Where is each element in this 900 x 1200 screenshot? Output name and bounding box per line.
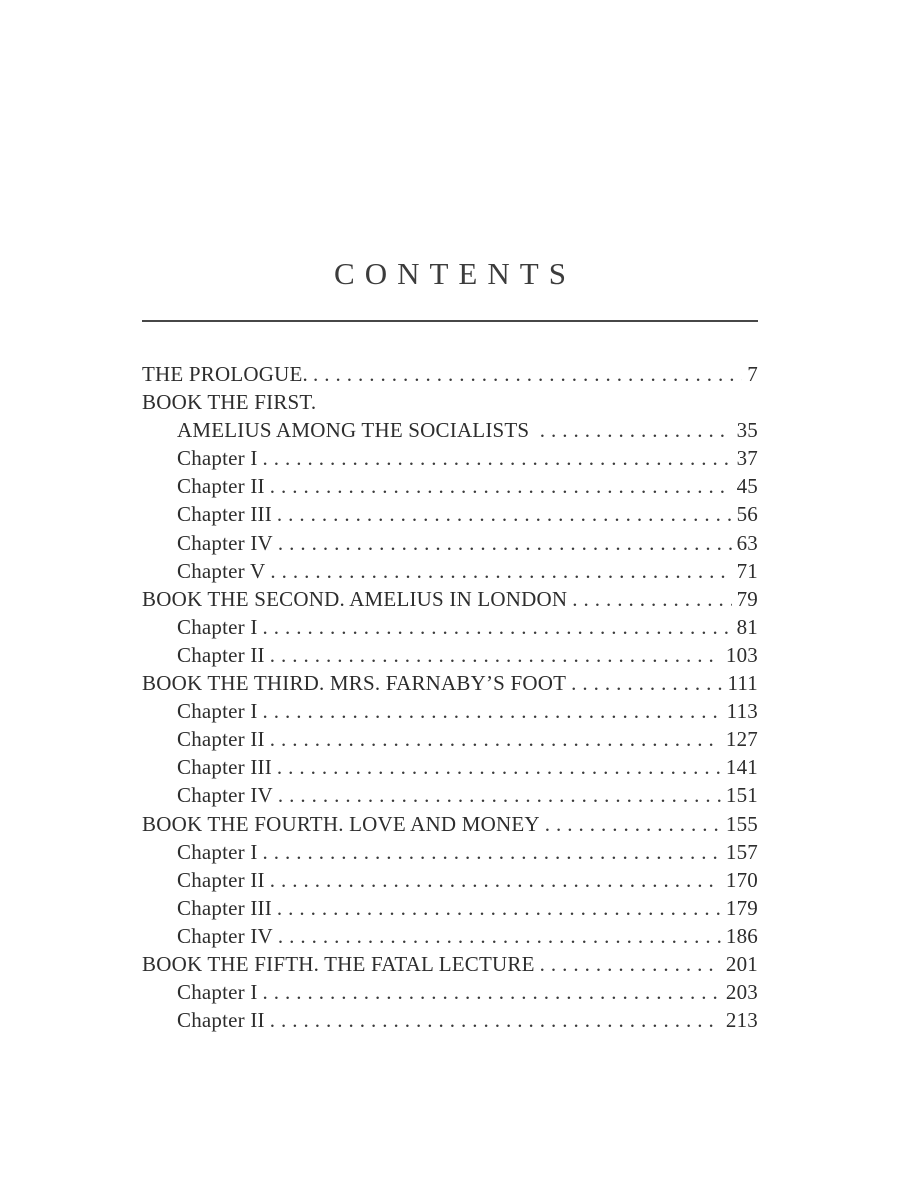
toc-entry-label: Chapter IV: [177, 783, 273, 808]
toc-entry-page: 79: [736, 586, 758, 611]
dot-leader: [278, 529, 732, 557]
toc-entry-label: Chapter II: [177, 474, 265, 499]
toc-entry-10[interactable]: [142, 641, 758, 669]
toc-entry-page: 35: [736, 418, 758, 443]
toc-entry-label: BOOK THE FOURTH. LOVE AND MONEY: [142, 811, 540, 836]
toc-entry-21[interactable]: [142, 950, 758, 978]
toc-entry-page: 113: [726, 699, 758, 724]
toc-entry-22[interactable]: [142, 978, 758, 1006]
toc-entry-1[interactable]: [142, 388, 758, 416]
toc-entry-label: Chapter II: [177, 727, 265, 752]
toc-entry-7[interactable]: [142, 557, 758, 585]
title-rule: [142, 320, 758, 322]
dot-leader: [572, 585, 731, 613]
toc-entry-4[interactable]: [142, 472, 758, 500]
toc-entry-page: 56: [736, 502, 758, 527]
toc-entry-label: Chapter III: [177, 895, 272, 920]
toc-entry-label: Chapter I: [177, 980, 258, 1005]
toc-entry-23[interactable]: [142, 1006, 758, 1034]
toc-entry-17[interactable]: [142, 838, 758, 866]
dot-leader: [571, 669, 722, 697]
dot-leader: [270, 472, 732, 500]
toc-entry-label: Chapter II: [177, 867, 265, 892]
dot-leader: [277, 894, 721, 922]
toc-entry-12[interactable]: [142, 697, 758, 725]
toc-entry-page: 155: [725, 811, 758, 836]
toc-entry-label: THE PROLOGUE.: [142, 362, 308, 386]
dot-leader: [270, 557, 731, 585]
toc-entry-label: Chapter IV: [177, 923, 273, 948]
dot-leader: [545, 810, 721, 838]
toc-entry-20[interactable]: [142, 922, 758, 950]
toc-entry-label: AMELIUS AMONG THE SOCIALISTS: [177, 418, 535, 443]
toc-entry-label: Chapter I: [177, 699, 258, 724]
toc-entry-label: Chapter IV: [177, 530, 273, 555]
toc-entry-page: 7: [747, 362, 758, 386]
toc-entry-page: 37: [736, 446, 758, 471]
toc-entry-label: Chapter V: [177, 558, 266, 583]
dot-leader: [540, 950, 721, 978]
toc-entry-11[interactable]: [142, 669, 758, 697]
toc-entry-label: Chapter I: [177, 446, 258, 471]
toc-entry-label: BOOK THE THIRD. MRS. FARNABY’S FOOT: [142, 671, 567, 696]
page-title: CONTENTS: [334, 256, 576, 291]
dot-leader: [277, 500, 732, 528]
dot-leader: [278, 922, 721, 950]
toc-list: [142, 360, 758, 1034]
toc-entry-19[interactable]: [142, 894, 758, 922]
toc-entry-page: 111: [727, 671, 758, 696]
toc-entry-14[interactable]: [142, 753, 758, 781]
dot-leader: [313, 360, 742, 388]
toc-entry-label: Chapter III: [177, 755, 272, 780]
toc-entry-18[interactable]: [142, 866, 758, 894]
toc-entry-page: 45: [736, 474, 758, 499]
toc-entry-page: 179: [725, 895, 758, 920]
dot-leader: [278, 781, 721, 809]
dot-leader: [263, 697, 722, 725]
toc-entry-label: Chapter I: [177, 839, 258, 864]
toc-entry-15[interactable]: [142, 781, 758, 809]
dot-leader: [263, 978, 721, 1006]
toc-entry-8[interactable]: [142, 585, 758, 613]
toc-entry-16[interactable]: [142, 810, 758, 838]
toc-entry-page: 201: [725, 951, 758, 976]
dot-leader: [270, 641, 721, 669]
toc-entry-page: 203: [725, 980, 758, 1005]
toc-entry-label: Chapter II: [177, 642, 265, 667]
dot-leader: [540, 416, 732, 444]
dot-leader: [263, 444, 732, 472]
toc-entry-page: 151: [725, 783, 758, 808]
toc-entry-page: 81: [736, 614, 758, 639]
dot-leader: [270, 866, 721, 894]
toc-entry-label: BOOK THE FIFTH. THE FATAL LECTURE: [142, 951, 535, 976]
toc-entry-page: 170: [725, 867, 758, 892]
dot-leader: [277, 753, 721, 781]
toc-entry-13[interactable]: [142, 725, 758, 753]
toc-entry-label: Chapter II: [177, 1008, 265, 1033]
dot-leader: [263, 613, 732, 641]
toc-entry-page: 63: [736, 530, 758, 555]
toc-entry-page: 157: [725, 839, 758, 864]
toc-entry-page: 71: [736, 558, 758, 583]
toc-entry-page: 127: [725, 727, 758, 752]
toc-entry-page: 213: [725, 1008, 758, 1033]
dot-leader: [270, 1006, 721, 1034]
toc-entry-0[interactable]: [142, 360, 758, 388]
dot-leader: [270, 725, 721, 753]
toc-entry-2[interactable]: [142, 416, 758, 444]
dot-leader: [263, 838, 721, 866]
toc-entry-label: Chapter I: [177, 614, 258, 639]
toc-entry-label: Chapter III: [177, 502, 272, 527]
toc-entry-label: BOOK THE SECOND. AMELIUS IN LONDON: [142, 586, 568, 611]
toc-entry-6[interactable]: [142, 529, 758, 557]
toc-entry-9[interactable]: [142, 613, 758, 641]
toc-entry-3[interactable]: [142, 444, 758, 472]
toc-entry-5[interactable]: [142, 500, 758, 528]
toc-entry-page: 141: [725, 755, 758, 780]
toc-entry-label: BOOK THE FIRST.: [142, 390, 317, 415]
toc-entry-page: 186: [725, 923, 758, 948]
toc-entry-page: 103: [725, 642, 758, 667]
